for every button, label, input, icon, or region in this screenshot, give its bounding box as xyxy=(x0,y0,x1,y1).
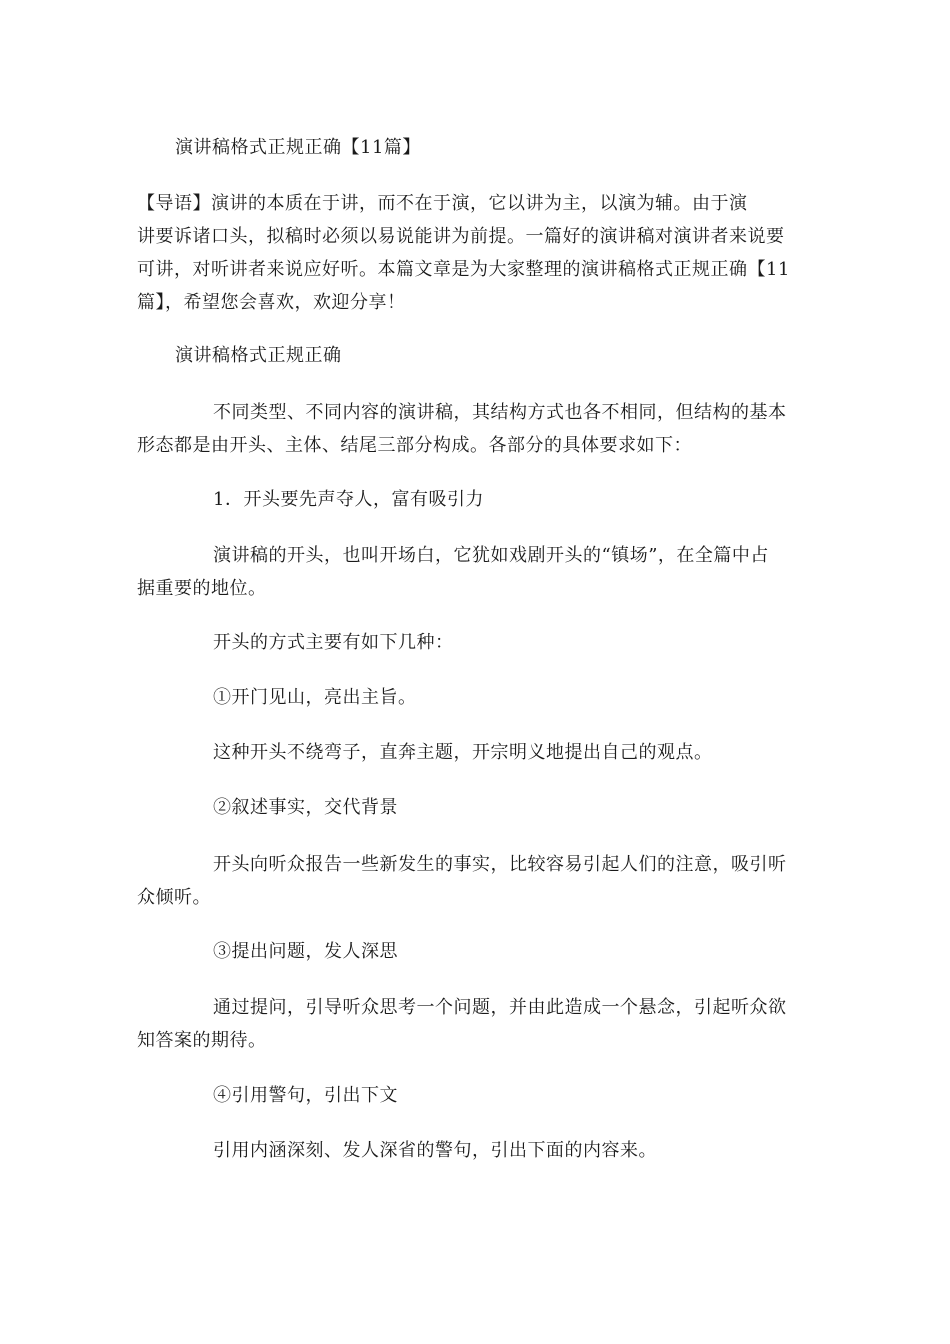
method2-title: ②叙述事实，交代背景 xyxy=(213,797,398,818)
item1-line: 演讲稿的开头，也叫开场白，它犹如戏剧开头的“镇场”，在全篇中占 xyxy=(213,545,769,566)
structure-line: 不同类型、不同内容的演讲稿，其结构方式也各不相同，但结构的基本 xyxy=(213,402,787,423)
method4-text: 引用内涵深刻、发人深省的警句，引出下面的内容来。 xyxy=(213,1140,657,1161)
method1-text: 这种开头不绕弯子，直奔主题，开宗明义地提出自己的观点。 xyxy=(213,742,713,763)
method1-title: ①开门见山，亮出主旨。 xyxy=(213,687,417,708)
item1-paragraph xyxy=(137,539,813,605)
method2-paragraph xyxy=(137,848,813,914)
method2-line: 众倾听。 xyxy=(137,887,211,908)
intro-line: 篇】，希望您会喜欢，欢迎分享！ xyxy=(137,292,406,313)
intro-line: 【导语】演讲的本质在于讲，而不在于演，它以讲为主，以演为辅。由于演 xyxy=(137,193,748,214)
method3-paragraph xyxy=(137,991,813,1057)
item1-line: 据重要的地位。 xyxy=(137,578,267,599)
document-title: 演讲稿格式正规正确【11篇】 xyxy=(175,137,421,158)
method3-line: 通过提问，引导听众思考一个问题，并由此造成一个悬念，引起听众欲 xyxy=(213,997,787,1018)
intro-paragraph xyxy=(137,187,813,319)
methods-intro: 开头的方式主要有如下几种： xyxy=(213,632,454,653)
section-heading: 演讲稿格式正规正确 xyxy=(175,345,342,366)
item1-heading: 1．开头要先声夺人，富有吸引力 xyxy=(213,489,484,510)
intro-line: 可讲，对听讲者来说应好听。本篇文章是为大家整理的演讲稿格式正规正确【11 xyxy=(137,259,790,280)
method3-line: 知答案的期待。 xyxy=(137,1030,267,1051)
method3-title: ③提出问题，发人深思 xyxy=(213,941,398,962)
structure-line: 形态都是由开头、主体、结尾三部分构成。各部分的具体要求如下： xyxy=(137,435,692,456)
method4-title: ④引用警句，引出下文 xyxy=(213,1085,398,1106)
method2-line: 开头向听众报告一些新发生的事实，比较容易引起人们的注意，吸引听 xyxy=(213,854,787,875)
intro-line: 讲要诉诸口头，拟稿时必须以易说能讲为前提。一篇好的演讲稿对演讲者来说要 xyxy=(137,226,785,247)
structure-paragraph xyxy=(137,396,813,462)
